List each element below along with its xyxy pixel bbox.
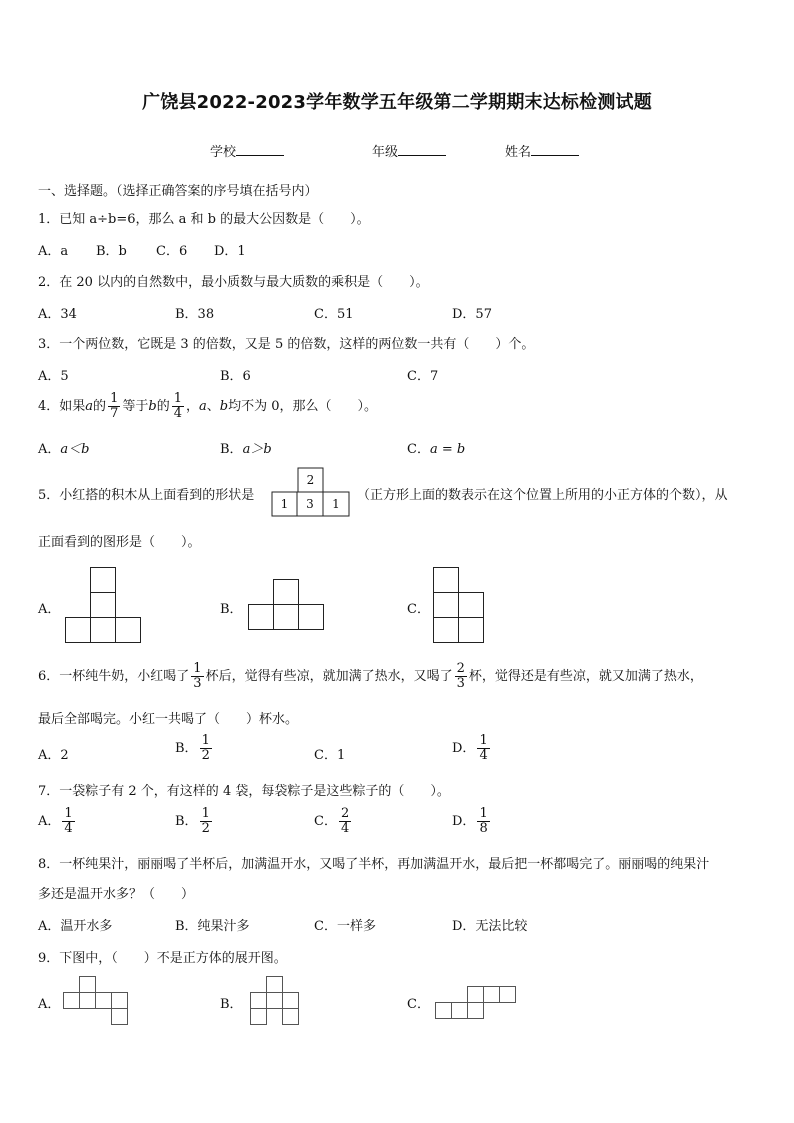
section-heading: 一、选择题。（选择正确答案的序号填在括号内）: [38, 184, 318, 199]
school-field[interactable]: [210, 141, 284, 160]
q6-option-d-fraction: [477, 734, 489, 763]
q6-fraction-1: [191, 662, 203, 691]
q7-option-c-fraction: [339, 807, 351, 836]
name-field[interactable]: [505, 141, 579, 160]
q6-f1-num: 1: [193, 661, 202, 676]
q1-option-b[interactable]: B．b: [96, 244, 127, 259]
q4-text-3: 等于: [122, 399, 149, 414]
q7-option-b[interactable]: [175, 807, 214, 836]
q2-option-a[interactable]: A．34: [38, 307, 77, 322]
q7-option-c-label: C．: [314, 814, 337, 829]
q4-option-a-math: a＜b: [60, 442, 90, 457]
q6-stem: [38, 662, 703, 691]
q3-stem: 3．一个两位数，它既是 3 的倍数，又是 5 的倍数，这样的两位数一共有（ ）个。: [38, 337, 535, 352]
q4-f1-num: 1: [110, 391, 119, 406]
q5-figure-b[interactable]: [248, 579, 326, 633]
q6-text-2: 杯后，觉得有些凉，就加满了热水，又喝了: [205, 669, 453, 684]
q5-num-right: 1: [332, 497, 340, 511]
grade-blank[interactable]: [398, 143, 446, 156]
q8-option-a[interactable]: A．温开水多: [38, 919, 113, 934]
q4-text-6: 、: [206, 399, 220, 414]
q8-option-d[interactable]: D．无法比较: [452, 919, 528, 934]
q7-a-num: 1: [64, 806, 73, 821]
q8-stem-line2: 多还是温开水多？（ ）: [38, 887, 195, 902]
q4-f2-num: 1: [173, 391, 182, 406]
q7-option-a-label: A．: [38, 814, 61, 829]
q4-option-c-math: a = b: [429, 442, 466, 457]
q7-option-b-fraction: [200, 807, 212, 836]
q6-d-den: 4: [479, 748, 488, 763]
q4-option-c-label: C．: [407, 442, 430, 457]
q9-option-a[interactable]: A．: [38, 997, 61, 1012]
q5-stem-b: （正方形上面的数表示在这个位置上所用的小正方体的个数），从: [357, 488, 728, 503]
q5-num-top: 2: [306, 473, 315, 487]
q6-d-num: 1: [479, 733, 488, 748]
q4-fraction-2: [172, 392, 184, 421]
q5-stem-a: 5．小红搭的积木从上面看到的形状是: [38, 488, 255, 503]
q6-text-1: 6．一杯纯牛奶，小红喝了: [38, 669, 190, 684]
q4-option-c[interactable]: [407, 438, 465, 457]
q1-option-c[interactable]: C．6: [156, 244, 188, 259]
q7-b-num: 1: [201, 806, 210, 821]
name-label: 姓名: [505, 145, 532, 160]
q4-option-a[interactable]: [38, 438, 89, 457]
q8-option-b[interactable]: B．纯果汁多: [175, 919, 250, 934]
q7-a-den: 4: [64, 821, 73, 836]
q7-option-c[interactable]: [314, 807, 353, 836]
q4-fraction-1: [108, 392, 120, 421]
q2-option-b[interactable]: B．38: [175, 307, 215, 322]
q4-stem: [38, 392, 377, 421]
q5-top-view-figure: [271, 467, 351, 519]
q5-option-b[interactable]: B．: [220, 602, 243, 617]
school-blank[interactable]: [236, 143, 284, 156]
q9-stem: 9．下图中，（ ）不是正方体的展开图。: [38, 951, 287, 966]
q5-option-a[interactable]: A．: [38, 602, 61, 617]
q9-net-a[interactable]: [63, 976, 131, 1026]
q6-option-b-label: B．: [175, 741, 198, 756]
q4-option-a-label: A．: [38, 442, 61, 457]
q6-f1-den: 3: [193, 676, 202, 691]
q9-option-b[interactable]: B．: [220, 997, 243, 1012]
q4-option-b-math: a＞b: [242, 442, 272, 457]
q4-var-b2: b: [219, 399, 229, 414]
q6-option-d-label: D．: [452, 741, 476, 756]
q8-stem-line1: 8．一杯纯果汁，丽丽喝了半杯后，加满温开水，又喝了半杯，再加满温开水，最后把一杯都喝完了。丽丽喝的纯果汁: [38, 857, 710, 872]
q4-f2-den: 4: [173, 406, 182, 421]
q3-option-c[interactable]: C．7: [407, 369, 439, 384]
q7-option-d-label: D．: [452, 814, 476, 829]
q4-text-1: 4．如果: [38, 399, 86, 414]
q7-d-den: 8: [479, 821, 488, 836]
q6-b-num: 1: [201, 733, 210, 748]
grade-label: 年级: [372, 145, 399, 160]
q4-var-a: a: [85, 399, 94, 414]
q7-option-d[interactable]: [452, 807, 492, 836]
q5-num-left: 1: [280, 497, 289, 511]
q4-var-b: b: [148, 399, 157, 414]
q7-d-num: 1: [479, 806, 488, 821]
q6-f2-num: 2: [456, 661, 465, 676]
q4-var-a2: a: [199, 399, 207, 414]
q5-num-mid: 3: [306, 497, 314, 511]
q2-stem: 2．在 20 以内的自然数中，最小质数与最大质数的乘积是（ ）。: [38, 275, 429, 290]
q3-option-b[interactable]: B．6: [220, 369, 251, 384]
q7-c-den: 4: [340, 821, 350, 836]
q7-option-a-fraction: [62, 807, 74, 836]
school-label: 学校: [210, 145, 237, 160]
q6-option-c[interactable]: C．1: [314, 748, 346, 763]
q4-option-b[interactable]: [220, 438, 272, 457]
q6-text-3: 杯，觉得还是有些凉，就又加满了热水，: [468, 669, 703, 684]
q7-option-a[interactable]: [38, 807, 77, 836]
q6-option-d[interactable]: [452, 734, 492, 763]
q4-text-4: 的: [156, 399, 170, 414]
q1-option-a[interactable]: A．a: [38, 244, 69, 259]
q4-option-b-label: B．: [220, 442, 243, 457]
q4-text-5: ，: [185, 399, 199, 414]
q4-text-7: 均不为 0，那么（ ）。: [228, 399, 378, 414]
grade-field[interactable]: [372, 141, 446, 160]
q8-option-c[interactable]: C．一样多: [314, 919, 376, 934]
q6-b-den: 2: [201, 748, 210, 763]
q1-stem: 1．已知 a÷b=6，那么 a 和 b 的最大公因数是（ ）。: [38, 212, 370, 227]
q9-net-b[interactable]: [250, 976, 302, 1026]
q1-option-d[interactable]: D．1: [214, 244, 246, 259]
name-blank[interactable]: [531, 143, 579, 156]
q4-f1-den: 7: [110, 406, 119, 421]
q2-option-d[interactable]: D．57: [452, 307, 492, 322]
q6-option-a[interactable]: A．2: [38, 748, 69, 763]
q5-figure-a[interactable]: [65, 567, 143, 645]
page-title: 广饶县2022-2023学年数学五年级第二学期期末达标检测试题: [142, 92, 652, 113]
q3-option-a[interactable]: A．5: [38, 369, 69, 384]
q6-option-b-fraction: [200, 734, 212, 763]
q6-stem-line2: 最后全部喝完。小红一共喝了（ ）杯水。: [38, 712, 299, 727]
q9-net-c[interactable]: [435, 986, 519, 1022]
q7-c-num: 2: [340, 806, 350, 821]
q7-option-b-label: B．: [175, 814, 198, 829]
q7-b-den: 2: [201, 821, 210, 836]
q2-option-c[interactable]: C．51: [314, 307, 354, 322]
q5-figure-c[interactable]: [433, 567, 487, 645]
q5-stem-c: 正面看到的图形是（ ）。: [38, 535, 201, 550]
q6-fraction-2: [455, 662, 467, 691]
q5-option-c[interactable]: C．: [407, 602, 430, 617]
q7-stem: 7．一袋粽子有 2 个，有这样的 4 袋，每袋粽子是这些粽子的（ ）。: [38, 784, 450, 799]
q6-f2-den: 3: [456, 676, 465, 691]
q4-text-2: 的: [93, 399, 107, 414]
q6-option-b[interactable]: [175, 734, 214, 763]
q7-option-d-fraction: [477, 807, 489, 836]
q9-option-c[interactable]: C．: [407, 997, 430, 1012]
